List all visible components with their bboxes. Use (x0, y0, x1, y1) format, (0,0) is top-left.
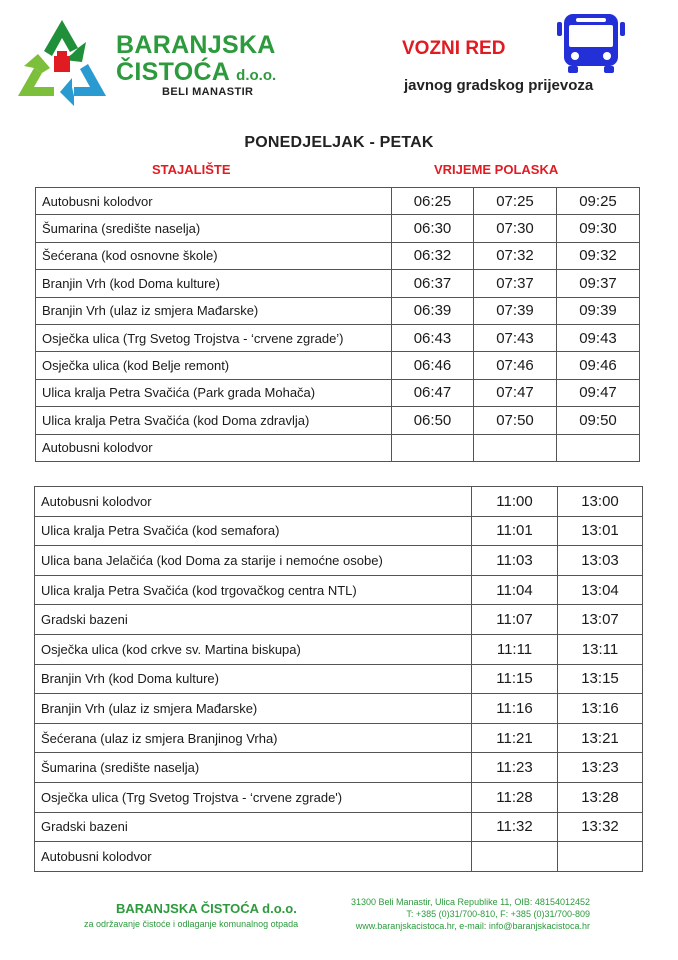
stop-name: Ulica kralja Petra Svačića (kod semafora) (35, 516, 472, 546)
stop-name: Branjin Vrh (kod Doma kulture) (35, 664, 472, 694)
departure-time: 06:46 (392, 352, 474, 379)
departure-time: 07:25 (474, 188, 557, 215)
table-row (36, 215, 640, 242)
table-row (36, 352, 640, 379)
table-row (35, 782, 643, 812)
departure-time: 09:46 (557, 352, 640, 379)
departure-time: 07:30 (474, 215, 557, 242)
stop-name: Ulica kralja Petra Svačića (kod Doma zdravlja) (36, 407, 392, 434)
stop-name: Ulica bana Jelačića (kod Doma za starije i nemoćne osobe) (35, 546, 472, 576)
brand-name (116, 32, 276, 89)
stop-name: Gradski bazeni (35, 605, 472, 635)
footer-contact (330, 896, 590, 932)
stop-name: Autobusni kolodvor (36, 434, 392, 461)
table-row (35, 516, 643, 546)
stop-column-header: STAJALIŠTE (152, 162, 231, 177)
departure-time: 13:32 (558, 812, 643, 842)
departure-time: 11:00 (472, 487, 558, 517)
departure-time: 06:39 (392, 297, 474, 324)
stop-name: Branjin Vrh (ulaz iz smjera Mađarske) (36, 297, 392, 324)
recycle-logo-icon (16, 18, 108, 108)
departure-time: 11:04 (472, 575, 558, 605)
table-row (36, 434, 640, 461)
stop-name: Autobusni kolodvor (35, 842, 472, 872)
departure-time: 09:25 (557, 188, 640, 215)
departure-time: 06:47 (392, 379, 474, 406)
departure-time: 11:21 (472, 723, 558, 753)
stop-name: Autobusni kolodvor (35, 487, 472, 517)
stop-name: Šumarina (središte naselja) (35, 753, 472, 783)
page-title: VOZNI RED (402, 38, 506, 59)
departure-time: 09:32 (557, 242, 640, 269)
brand-suffix: d.o.o. (236, 67, 277, 84)
departure-time: 07:46 (474, 352, 557, 379)
departure-time (392, 434, 474, 461)
table-row (36, 188, 640, 215)
departure-time: 13:01 (558, 516, 643, 546)
departure-time: 13:03 (558, 546, 643, 576)
departure-time: 06:32 (392, 242, 474, 269)
departure-time: 09:47 (557, 379, 640, 406)
stop-name: Osječka ulica (kod crkve sv. Martina biskupa) (35, 634, 472, 664)
departure-time: 13:23 (558, 753, 643, 783)
stop-name: Ulica kralja Petra Svačića (kod trgovačkog centra NTL) (35, 575, 472, 605)
brand-name-line1: BARANJSKA (116, 31, 276, 59)
departure-time: 11:15 (472, 664, 558, 694)
departure-time: 13:07 (558, 605, 643, 635)
footer-tagline: za održavanje čistoće i odlaganje komunalnog otpada (84, 919, 299, 929)
departure-time: 13:04 (558, 575, 643, 605)
stop-name: Ulica kralja Petra Svačića (Park grada Mohača) (36, 379, 392, 406)
departure-time: 11:07 (472, 605, 558, 635)
departure-time: 13:11 (558, 634, 643, 664)
table-row (35, 812, 643, 842)
departure-time: 07:50 (474, 407, 557, 434)
departure-time: 11:16 (472, 694, 558, 724)
timetable-midday (34, 486, 643, 872)
departure-time: 11:03 (472, 546, 558, 576)
departure-time: 11:01 (472, 516, 558, 546)
footer-phone: T: +385 (0)31/700-810, F: +385 (0)31/700-809 (406, 909, 590, 919)
days-label: PONEDJELJAK - PETAK (244, 134, 434, 151)
table-row (36, 270, 640, 297)
departure-time: 07:43 (474, 324, 557, 351)
table-row (35, 634, 643, 664)
departure-time: 06:37 (392, 270, 474, 297)
stop-name: Branjin Vrh (ulaz iz smjera Mađarske) (35, 694, 472, 724)
departure-time: 06:25 (392, 188, 474, 215)
stop-name: Šećerana (ulaz iz smjera Branjinog Vrha) (35, 723, 472, 753)
table-row (35, 575, 643, 605)
departure-time: 13:21 (558, 723, 643, 753)
bus-icon (556, 12, 626, 74)
departure-time: 13:15 (558, 664, 643, 694)
brand-city: BELI MANASTIR (162, 86, 254, 98)
table-row (35, 842, 643, 872)
stop-name: Osječka ulica (Trg Svetog Trojstva - ‘crvene zgrade’) (36, 324, 392, 351)
page-subtitle: javnog gradskog prijevoza (404, 77, 594, 94)
footer-web: www.baranjskacistoca.hr, e-mail: info@baranjskacistoca.hr (355, 921, 590, 931)
stop-name: Osječka ulica (Trg Svetog Trojstva - ‘crvene zgrade') (35, 782, 472, 812)
table-row (35, 694, 643, 724)
departure-time: 11:32 (472, 812, 558, 842)
departure-time: 09:43 (557, 324, 640, 351)
footer-brand: BARANJSKA ČISTOĆA d.o.o. (116, 901, 297, 916)
departure-time: 09:39 (557, 297, 640, 324)
brand-name-line2: ČISTOĆA (116, 58, 231, 86)
table-row (35, 664, 643, 694)
departure-time: 06:43 (392, 324, 474, 351)
table-row (36, 324, 640, 351)
departure-time: 06:30 (392, 215, 474, 242)
departure-time: 07:32 (474, 242, 557, 269)
table-row (36, 407, 640, 434)
table-row (35, 605, 643, 635)
table-row (35, 753, 643, 783)
departure-time: 09:50 (557, 407, 640, 434)
table-row (35, 546, 643, 576)
departure-time (557, 434, 640, 461)
table-row (36, 297, 640, 324)
timetable-morning (35, 187, 640, 462)
table-row (35, 487, 643, 517)
departure-time: 07:47 (474, 379, 557, 406)
stop-name: Šećerana (kod osnovne škole) (36, 242, 392, 269)
table-row (35, 723, 643, 753)
table-row (36, 379, 640, 406)
departure-time: 07:37 (474, 270, 557, 297)
stop-name: Šumarina (središte naselja) (36, 215, 392, 242)
departure-time (558, 842, 643, 872)
footer-address: 31300 Beli Manastir, Ulica Republike 11, OIB: 48154012452 (351, 897, 590, 907)
departure-time: 11:23 (472, 753, 558, 783)
stop-name: Branjin Vrh (kod Doma kulture) (36, 270, 392, 297)
time-column-header: VRIJEME POLASKA (434, 162, 559, 177)
departure-time (474, 434, 557, 461)
table-row (36, 242, 640, 269)
stop-name: Osječka ulica (kod Belje remont) (36, 352, 392, 379)
departure-time: 07:39 (474, 297, 557, 324)
departure-time (472, 842, 558, 872)
departure-time: 11:28 (472, 782, 558, 812)
departure-time: 09:30 (557, 215, 640, 242)
stop-name: Gradski bazeni (35, 812, 472, 842)
departure-time: 13:28 (558, 782, 643, 812)
departure-time: 11:11 (472, 634, 558, 664)
departure-time: 13:00 (558, 487, 643, 517)
stop-name: Autobusni kolodvor (36, 188, 392, 215)
departure-time: 13:16 (558, 694, 643, 724)
departure-time: 09:37 (557, 270, 640, 297)
departure-time: 06:50 (392, 407, 474, 434)
